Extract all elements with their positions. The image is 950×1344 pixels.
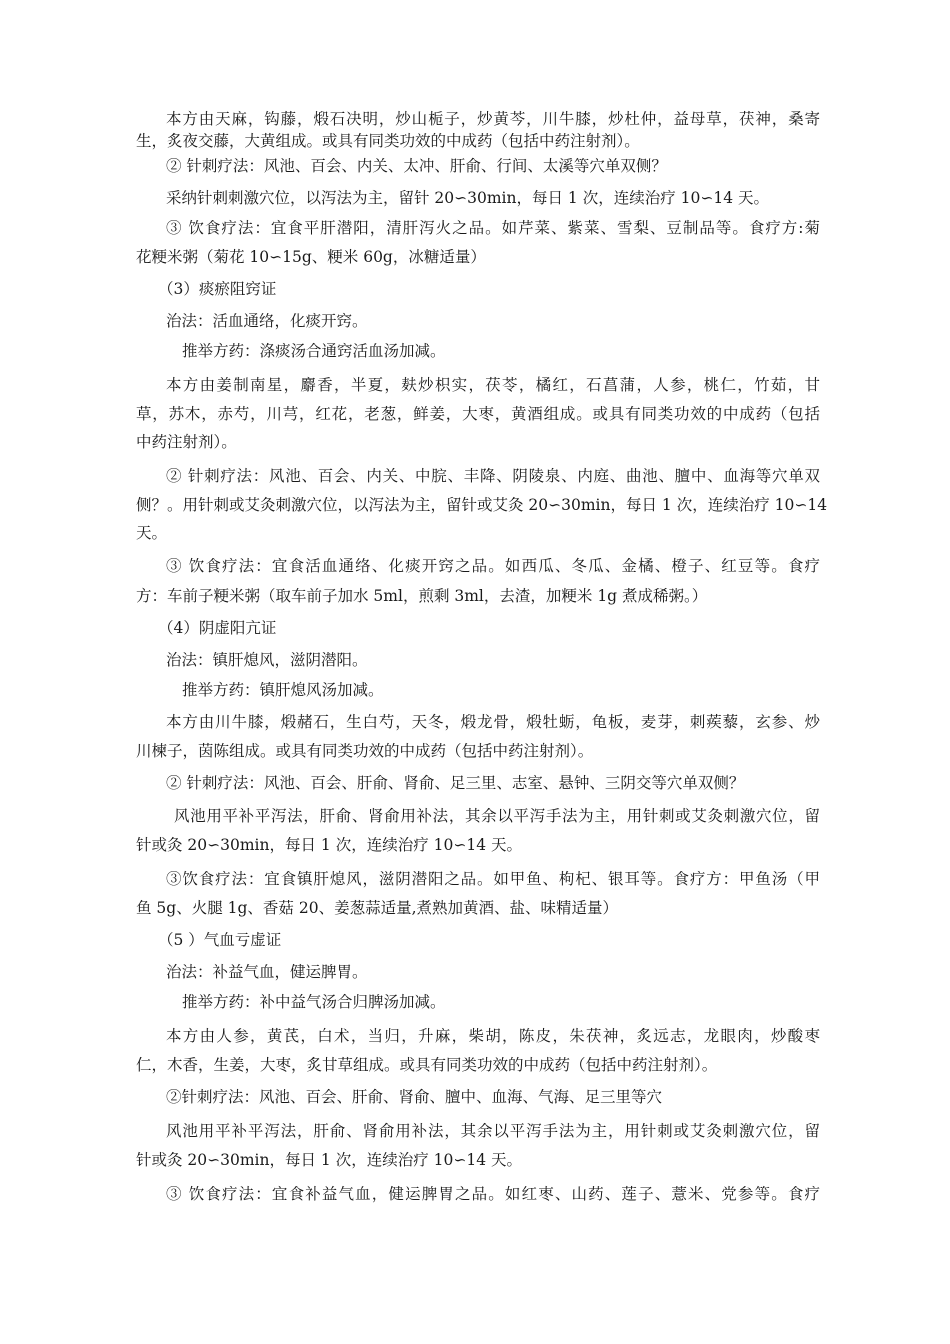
text-line: 推举方药：镇肝熄风汤加减。 <box>182 681 384 699</box>
text-line: 风池用平补平泻法，肝俞、肾俞用补法，其余以平泻手法为主，用针刺或艾灸刺激穴位，留 <box>174 807 820 825</box>
text-line: ③ 饮食疗法：宜食补益气血，健运脾胃之品。如红枣、山药、莲子、薏米、党参等。食疗 <box>166 1185 820 1203</box>
text-line: ③ 饮食疗法：宜食活血通络、化痰开窍之品。如西瓜、冬瓜、金橘、橙子、红豆等。食疗 <box>166 557 820 575</box>
text-line: （3）痰瘀阻窍证 <box>158 280 277 298</box>
text-line: （5 ）气血亏虚证 <box>158 931 282 949</box>
text-line: 本方由川牛膝，煅赭石，生白芍，天冬，煅龙骨，煅牡蛎，龟板，麦芽，刺蒺藜，玄参、炒 <box>166 713 820 731</box>
text-line: ② 针刺疗法：风池、百会、内关、中脘、丰降、阴陵泉、内庭、曲池、膻中、血海等穴单双 <box>166 467 820 485</box>
text-line: 花粳米粥（菊花 10∽15g、粳米 60g，冰糖适量） <box>136 248 486 266</box>
text-line: ② 针刺疗法：风池、百会、内关、太冲、肝俞、行间、太溪等穴单双侧？ <box>166 157 667 175</box>
text-line: 天。 <box>136 524 168 542</box>
text-line: 采纳针刺刺激穴位，以泻法为主，留针 20∽30min，每日 1 次，连续治疗 10∽14 天。 <box>166 189 770 207</box>
text-line: 侧？。用针刺或艾灸刺激穴位，以泻法为主，留针或艾灸 20∽30min，每日 1 次，连续治疗 10∽14 <box>136 496 828 514</box>
text-line: 治法：补益气血，健运脾胃。 <box>166 963 368 981</box>
text-line: 本方由姜制南星，麝香，半夏，麸炒枳实，茯苓，橘红，石菖蒲，人参，桃仁，竹茹，甘 <box>166 376 820 394</box>
text-line: 治法：镇肝熄风，滋阴潜阳。 <box>166 651 368 669</box>
text-line: ③饮食疗法：宜食镇肝熄风，滋阴潜阳之品。如甲鱼、枸杞、银耳等。食疗方：甲鱼汤（甲 <box>166 870 820 888</box>
text-line: 针或灸 20∽30min，每日 1 次，连续治疗 10∽14 天。 <box>136 836 523 854</box>
text-line: 仁，木香，生姜，大枣，炙甘草组成。或具有同类功效的中成药（包括中药注射剂）。 <box>136 1056 718 1074</box>
text-line: ②针刺疗法：风池、百会、肝俞、肾俞、膻中、血海、气海、足三里等穴 <box>166 1088 663 1106</box>
text-line: 中药注射剂）。 <box>136 433 237 451</box>
text-line: 治法：活血通络，化痰开窍。 <box>166 312 368 330</box>
text-line: 推举方药：涤痰汤合通窍活血汤加减。 <box>182 342 446 360</box>
text-line: ② 针刺疗法：风池、百会、肝俞、肾俞、足三里、志室、悬钟、三阴交等穴单双侧？ <box>166 774 745 792</box>
text-line: （4）阴虚阳亢证 <box>158 619 277 637</box>
text-line: 推举方药：补中益气汤合归脾汤加减。 <box>182 993 446 1011</box>
text-line: 本方由人参，黄芪，白术，当归，升麻，柴胡，陈皮，朱茯神，炙远志，龙眼肉，炒酸枣 <box>166 1027 820 1045</box>
text-line: 本方由天麻，钩藤，煅石决明，炒山栀子，炒黄芩，川牛膝，炒杜仲，益母草，茯神，桑寄 <box>166 110 820 128</box>
text-line: ③ 饮食疗法：宜食平肝潜阳，清肝泻火之品。如芹菜、紫菜、雪梨、豆制品等。食疗方:菊 <box>166 219 820 237</box>
text-line: 生，炙夜交藤，大黄组成。或具有同类功效的中成药（包括中药注射剂）。 <box>136 132 640 150</box>
text-line: 鱼 5g、火腿 1g、香菇 20、姜葱蒜适量,煮熟加黄酒、盐、味精适量） <box>136 899 619 917</box>
text-line: 川楝子，茵陈组成。或具有同类功效的中成药（包括中药注射剂）。 <box>136 742 594 760</box>
text-line: 风池用平补平泻法，肝俞、肾俞用补法，其余以平泻手法为主，用针刺或艾灸刺激穴位，留 <box>166 1122 820 1140</box>
text-line: 草，苏木，赤芍，川芎，红花，老葱，鲜姜，大枣，黄酒组成。或具有同类功效的中成药（包括 <box>136 405 820 423</box>
text-line: 针或灸 20∽30min，每日 1 次，连续治疗 10∽14 天。 <box>136 1151 523 1169</box>
text-line: 方：车前子粳米粥（取车前子加水 5ml，煎剩 3ml，去渣，加粳米 1g 煮成稀粥。） <box>136 587 708 605</box>
